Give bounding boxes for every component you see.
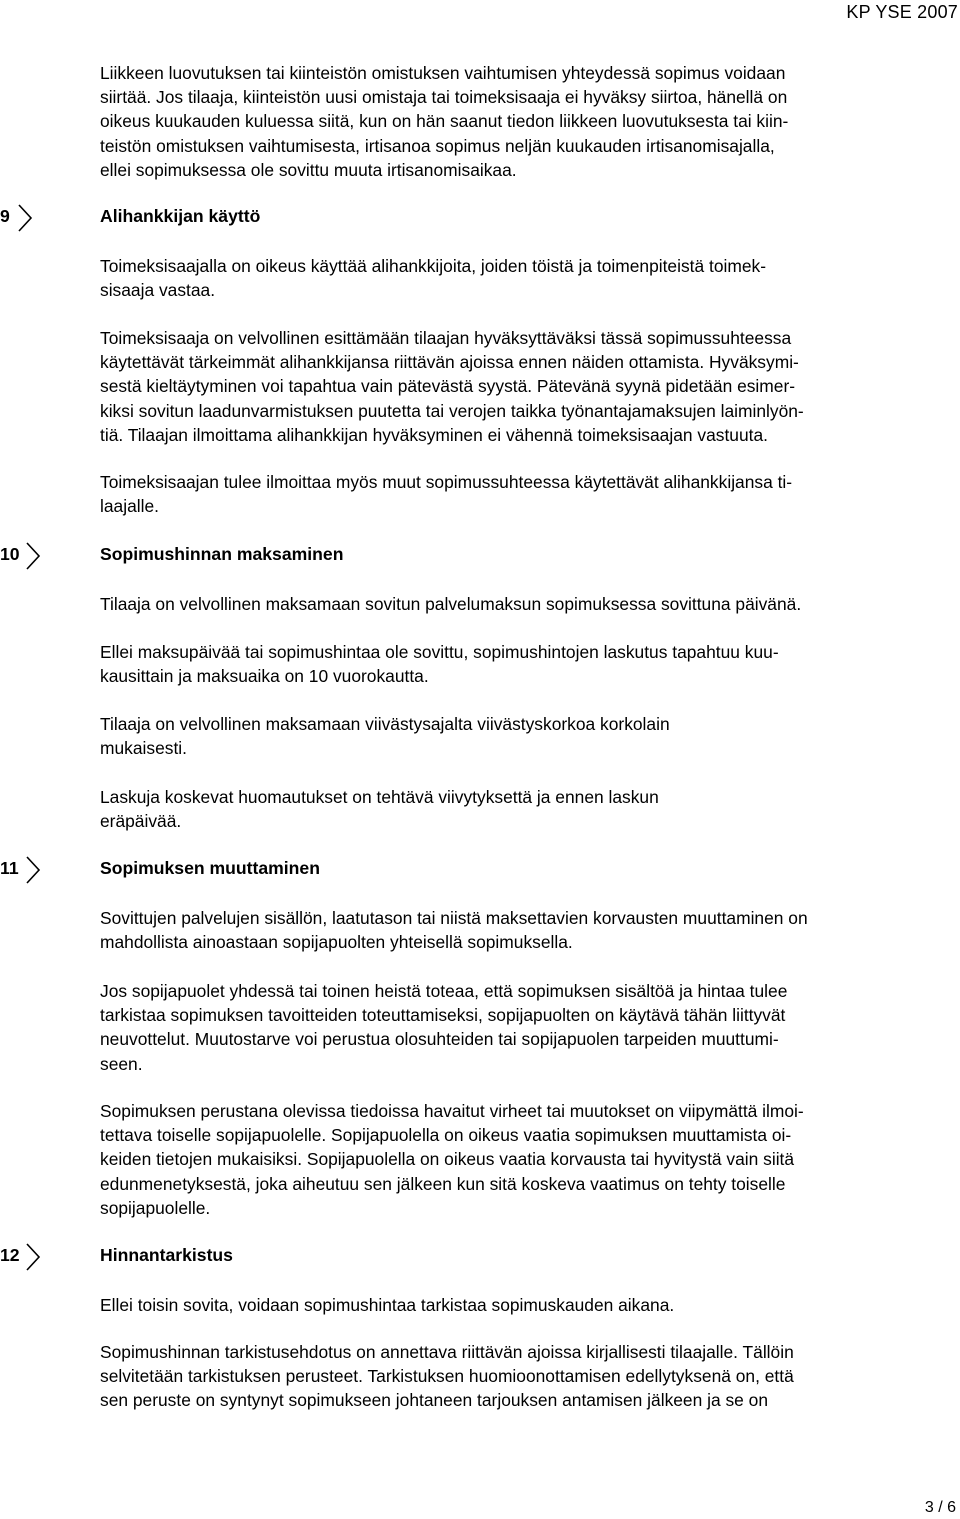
text-line: selvitetään tarkistuksen perusteet. Tarkistuksen huomioonottamisen edellytyksenä on, että: [100, 1366, 794, 1387]
text-line: tarkistaa sopimuksen tavoitteiden toteuttamiseksi, sopijapuolten on käytävä tähän liittyvät: [100, 1005, 786, 1026]
section-title: Sopimuksen muuttaminen: [100, 858, 320, 878]
paragraph: [100, 470, 958, 518]
text-line: kausittain ja maksuaika on 10 vuorokautta.: [100, 666, 429, 687]
text-line: edunmenetyksestä, joka aiheutuu sen jälkeen kun sitä koskeva vaatimus on tehty toiselle: [100, 1173, 786, 1194]
paragraph: [100, 1293, 958, 1317]
section-number: 9: [0, 206, 10, 226]
section-sign-icon: [22, 855, 44, 885]
section-number: 11: [0, 858, 19, 878]
text-line: Toimeksisaaja on velvollinen esittämään tilaajan hyväksyttäväksi tässä sopimussuhteessa: [100, 328, 792, 348]
paragraph: [100, 592, 958, 616]
text-line: kiksi sovitun laadunvarmistuksen puutetta tai verojen taikka työnantajamaksujen laiminlyön-: [100, 400, 804, 421]
text-line: mahdollista ainoastaan sopijapuolten yhteisellä sopimuksella.: [100, 932, 573, 953]
text-line: Tilaaja on velvollinen maksamaan sovitun palvelumaksun sopimuksessa sovittuna päivänä.: [100, 594, 802, 614]
section-number: 10: [0, 544, 20, 564]
text-line: sen peruste on syntynyt sopimukseen johtaneen tarjouksen antamisen jälkeen ja se on: [100, 1390, 769, 1411]
text-line: Tilaaja on velvollinen maksamaan viivästysajalta viivästyskorkoa korkolain: [100, 714, 670, 734]
text-line: tettava toiselle sopijapuolelle. Sopijapuolella on oikeus vaatia sopimuksen muuttamista oi-: [100, 1125, 792, 1146]
section-heading-10: [0, 544, 960, 570]
text-line: neuvottelut. Muutostarve voi perustua olosuhteiden tai sopijapuolen tarpeiden muuttumi-: [100, 1029, 779, 1050]
text-line: Sopimuksen perustana olevissa tiedoissa havaitut virheet tai muutokset on viipymättä ilmoi-: [100, 1101, 804, 1121]
section-heading-12: [0, 1245, 960, 1271]
text-line: siirtää. Jos tilaaja, kiinteistön uusi omistaja tai toimeksisaaja ei hyväksy siirtoa, hänellä on: [100, 87, 788, 108]
paragraph: [100, 640, 958, 688]
paragraph: [100, 712, 958, 760]
section-sign-icon: [22, 541, 44, 571]
text-line: sisaaja vastaa.: [100, 280, 216, 301]
text-line: mukaisesti.: [100, 738, 187, 759]
text-line: eräpäivää.: [100, 811, 182, 832]
section-sign-icon: [14, 203, 36, 233]
paragraph: [100, 254, 958, 302]
text-line: sopijapuolelle.: [100, 1197, 211, 1218]
text-line: teistön omistuksen vaihtumisesta, irtisanoa sopimus neljän kuukauden irtisanomisajalla,: [100, 135, 775, 156]
text-line: Ellei toisin sovita, voidaan sopimushintaa tarkistaa sopimuskauden aikana.: [100, 1295, 675, 1315]
paragraph: [100, 785, 958, 833]
paragraph: [100, 326, 958, 447]
text-line: Ellei maksupäivää tai sopimushintaa ole sovittu, sopimushintojen laskutus tapahtuu kuu-: [100, 642, 779, 662]
text-line: tiä. Tilaajan ilmoittama alihankkijan hyväksyminen ei vähennä toimeksisaajan vastuuta.: [100, 424, 768, 445]
intro-paragraph: [100, 61, 958, 182]
text-line: seen.: [100, 1053, 143, 1074]
section-title: Sopimushinnan maksaminen: [100, 544, 344, 564]
section-title: Hinnantarkistus: [100, 1245, 233, 1265]
document-code: KP YSE 2007: [846, 2, 958, 22]
text-line: Laskuja koskevat huomautukset on tehtävä viivytyksettä ja ennen laskun: [100, 787, 659, 807]
text-line: Sopimushinnan tarkistusehdotus on annettava riittävän ajoissa kirjallisesti tilaajalle. Tällöin: [100, 1342, 794, 1362]
section-heading-11: [0, 858, 960, 884]
page-number: 3 / 6: [924, 1499, 956, 1516]
paragraph: [100, 979, 958, 1076]
text-line: Sovittujen palvelujen sisällön, laatutason tai niistä maksettavien korvausten muuttaminen on: [100, 908, 808, 928]
paragraph: [100, 906, 958, 954]
text-line: Jos sopijapuolet yhdessä tai toinen heistä toteaa, että sopimuksen sisältöä ja hintaa tulee: [100, 981, 788, 1001]
text-line: keiden tietojen mukaisiksi. Sopijapuolella on oikeus vaatia korvausta tai hyvitystä vain siitä: [100, 1149, 795, 1170]
section-title: Alihankkijan käyttö: [100, 206, 261, 226]
section-heading-9: [0, 206, 960, 232]
text-line: käytettävät tärkeimmät alihankkijansa riittävän ajoissa ennen näiden ottamista. Hyväksymi-: [100, 352, 799, 373]
text-line: Toimeksisaajalla on oikeus käyttää alihankkijoita, joiden töistä ja toimenpiteistä toimek-: [100, 256, 767, 276]
paragraph: [100, 1099, 958, 1220]
section-sign-icon: [22, 1242, 44, 1272]
text-line: sestä kieltäytyminen voi tapahtua vain pätevästä syystä. Pätevänä syynä pidetään esimer-: [100, 376, 796, 397]
text-line: Liikkeen luovutuksen tai kiinteistön omistuksen vaihtumisen yhteydessä sopimus voidaan: [100, 63, 786, 83]
text-line: ellei sopimuksessa ole sovittu muuta irtisanomisaikaa.: [100, 159, 517, 180]
text-line: oikeus kuukauden kuluessa siitä, kun on hän saanut tiedon liikkeen luovutuksesta tai kiin-: [100, 111, 789, 132]
text-line: Toimeksisaajan tulee ilmoittaa myös muut sopimussuhteessa käytettävät alihankkijansa ti-: [100, 472, 793, 492]
section-number: 12: [0, 1245, 20, 1265]
text-line: laajalle.: [100, 496, 159, 517]
paragraph: [100, 1340, 958, 1413]
